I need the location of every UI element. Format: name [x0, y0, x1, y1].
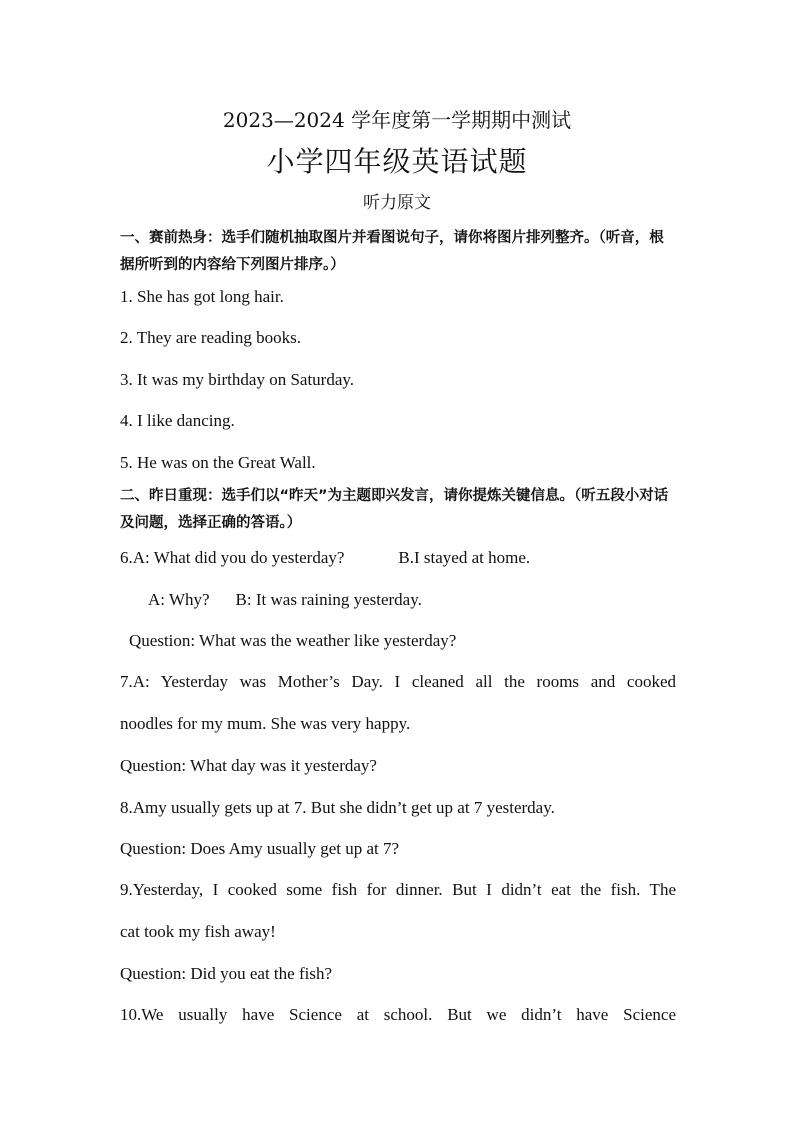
q9-question: Question: Did you eat the fish? [120, 964, 332, 983]
q6-question: Question: What was the weather like yesterday? [129, 631, 457, 650]
q10-line-1: 10.We usually have Science at school. But we didn’t have Science [120, 1005, 676, 1024]
listening-item-2: 2. They are reading books. [120, 328, 301, 347]
section-2-heading: 二、昨日重现：选手们以“昨天”为主题即兴发言，请你提炼关键信息。（听五段小对话及问题，选择正确的答语。） [120, 488, 669, 531]
q9-line-1: 9.Yesterday, I cooked some fish for dinner. But I didn’t eat the fish. The [120, 880, 676, 899]
q8-question: Question: Does Amy usually get up at 7? [120, 839, 400, 858]
q8-line-1: 8.Amy usually gets up at 7. But she didn’t get up at 7 yesterday. [120, 798, 555, 817]
listening-item-4: 4. I like dancing. [120, 411, 235, 430]
q6-speaker-a-2: A: Why? [148, 590, 210, 609]
q6-speaker-a: 6.A: What did you do yesterday? [120, 548, 345, 567]
q7-line-1: 7.A: Yesterday was Mother’s Day. I cleaned all the rooms and cooked [120, 672, 676, 691]
listening-item-1: 1. She has got long hair. [120, 287, 284, 306]
listening-item-5: 5. He was on the Great Wall. [120, 453, 316, 472]
q7-line-2: noodles for my mum. She was very happy. [120, 714, 411, 733]
listening-script-title: 听力原文 [363, 193, 431, 213]
q9-line-2: cat took my fish away! [120, 922, 276, 941]
q6-dialogue-line-2 [148, 589, 422, 611]
q6-speaker-b-2: B: It was raining yesterday. [235, 590, 422, 609]
q7-question: Question: What day was it yesterday? [120, 756, 377, 775]
exam-term-title: 2023—2024 学年度第一学期期中测试 [222, 108, 572, 132]
exam-subject-title: 小学四年级英语试题 [266, 145, 528, 178]
listening-item-3: 3. It was my birthday on Saturday. [120, 370, 355, 389]
q6-dialogue-line [120, 547, 530, 569]
q6-speaker-b: B.I stayed at home. [398, 548, 531, 567]
section-1-heading: 一、赛前热身：选手们随机抽取图片并看图说句子，请你将图片排列整齐。（听音，根据所听到的内容给下列图片排序。） [120, 230, 664, 273]
